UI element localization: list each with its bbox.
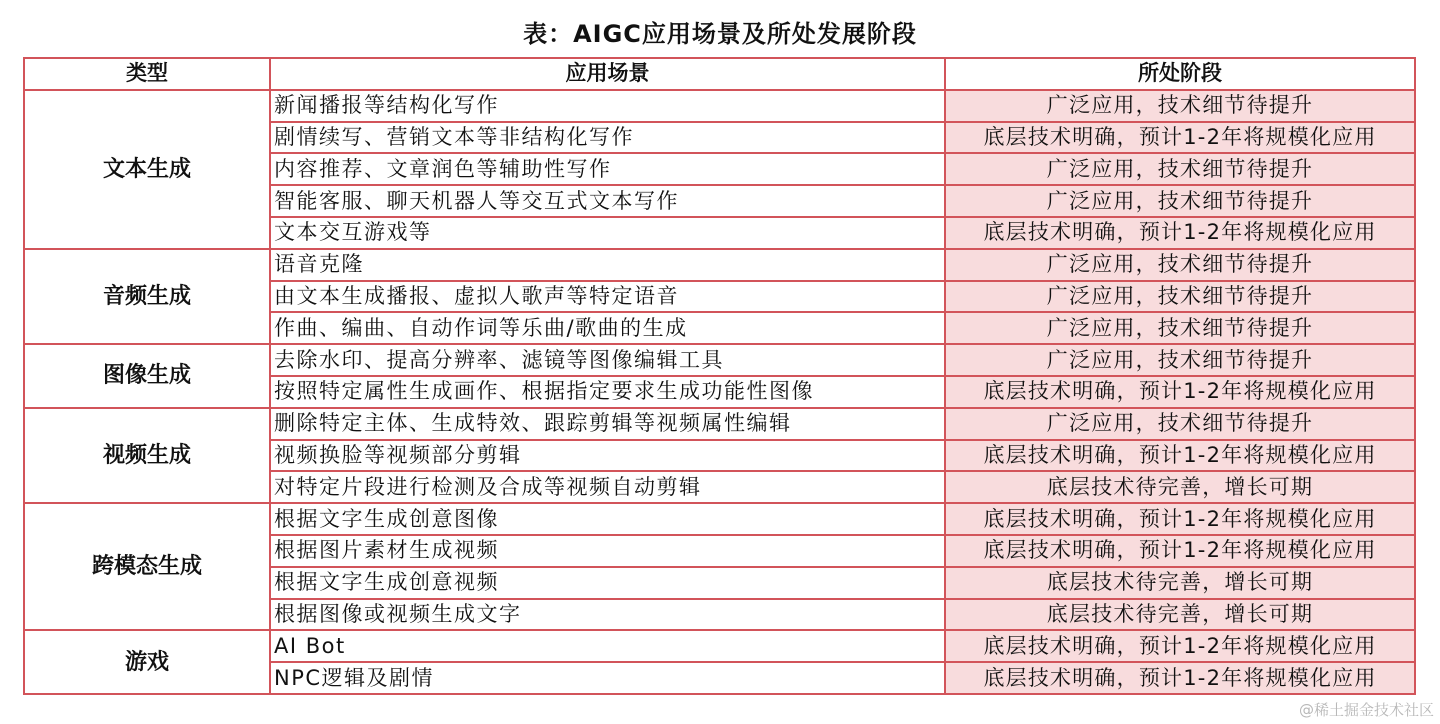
- table-row: [24, 344, 1415, 376]
- stage-cell: 广泛应用，技术细节待提升: [945, 185, 1415, 217]
- scene-cell: 文本交互游戏等: [270, 217, 945, 249]
- scene-cell: 对特定片段进行检测及合成等视频自动剪辑: [270, 471, 945, 503]
- scene-cell: 由文本生成播报、虚拟人歌声等特定语音: [270, 281, 945, 313]
- scene-cell: NPC逻辑及剧情: [270, 662, 945, 694]
- stage-cell: 底层技术明确，预计1-2年将规模化应用: [945, 122, 1415, 154]
- scene-cell: 新闻播报等结构化写作: [270, 90, 945, 122]
- scene-cell: 语音克隆: [270, 249, 945, 281]
- stage-cell: 底层技术明确，预计1-2年将规模化应用: [945, 503, 1415, 535]
- scene-cell: 视频换脸等视频部分剪辑: [270, 440, 945, 472]
- stage-cell: 底层技术明确，预计1-2年将规模化应用: [945, 440, 1415, 472]
- scene-cell: 根据文字生成创意图像: [270, 503, 945, 535]
- stage-cell: 广泛应用，技术细节待提升: [945, 153, 1415, 185]
- stage-cell: 底层技术明确，预计1-2年将规模化应用: [945, 376, 1415, 408]
- scene-cell: 根据图像或视频生成文字: [270, 599, 945, 631]
- category-cell: 游戏: [24, 630, 270, 694]
- scene-cell: 作曲、编曲、自动作词等乐曲/歌曲的生成: [270, 312, 945, 344]
- scene-cell: 根据图片素材生成视频: [270, 535, 945, 567]
- scene-cell: 根据文字生成创意视频: [270, 567, 945, 599]
- stage-cell: 底层技术明确，预计1-2年将规模化应用: [945, 217, 1415, 249]
- stage-cell: 底层技术待完善，增长可期: [945, 567, 1415, 599]
- scene-cell: 删除特定主体、生成特效、跟踪剪辑等视频属性编辑: [270, 408, 945, 440]
- stage-cell: 底层技术明确，预计1-2年将规模化应用: [945, 630, 1415, 662]
- stage-cell: 广泛应用，技术细节待提升: [945, 90, 1415, 122]
- table-title: 表：AIGC应用场景及所处发展阶段: [523, 20, 917, 48]
- stage-cell: 广泛应用，技术细节待提升: [945, 408, 1415, 440]
- stage-cell: 底层技术待完善，增长可期: [945, 599, 1415, 631]
- category-cell: 音频生成: [24, 249, 270, 344]
- scene-cell: 剧情续写、营销文本等非结构化写作: [270, 122, 945, 154]
- stage-cell: 底层技术待完善，增长可期: [945, 471, 1415, 503]
- scene-cell: AI Bot: [270, 630, 945, 662]
- table-row: [24, 408, 1415, 440]
- category-cell: 跨模态生成: [24, 503, 270, 630]
- header-type: 类型: [24, 58, 270, 90]
- stage-cell: 广泛应用，技术细节待提升: [945, 312, 1415, 344]
- header-scene: 应用场景: [270, 58, 945, 90]
- watermark: @稀土掘金技术社区: [1298, 701, 1434, 719]
- stage-cell: 广泛应用，技术细节待提升: [945, 249, 1415, 281]
- aigc-table: [23, 57, 1416, 695]
- table-row: [24, 249, 1415, 281]
- table-row: [24, 90, 1415, 122]
- table-row: [24, 630, 1415, 662]
- stage-cell: 底层技术明确，预计1-2年将规模化应用: [945, 662, 1415, 694]
- header-stage: 所处阶段: [945, 58, 1415, 90]
- table-row: [24, 503, 1415, 535]
- category-cell: 视频生成: [24, 408, 270, 503]
- stage-cell: 底层技术明确，预计1-2年将规模化应用: [945, 535, 1415, 567]
- scene-cell: 按照特定属性生成画作、根据指定要求生成功能性图像: [270, 376, 945, 408]
- header-row: [24, 58, 1415, 90]
- stage-cell: 广泛应用，技术细节待提升: [945, 344, 1415, 376]
- stage-cell: 广泛应用，技术细节待提升: [945, 281, 1415, 313]
- category-cell: 图像生成: [24, 344, 270, 408]
- scene-cell: 内容推荐、文章润色等辅助性写作: [270, 153, 945, 185]
- table-body: [24, 90, 1415, 694]
- category-cell: 文本生成: [24, 90, 270, 249]
- scene-cell: 智能客服、聊天机器人等交互式文本写作: [270, 185, 945, 217]
- scene-cell: 去除水印、提高分辨率、滤镜等图像编辑工具: [270, 344, 945, 376]
